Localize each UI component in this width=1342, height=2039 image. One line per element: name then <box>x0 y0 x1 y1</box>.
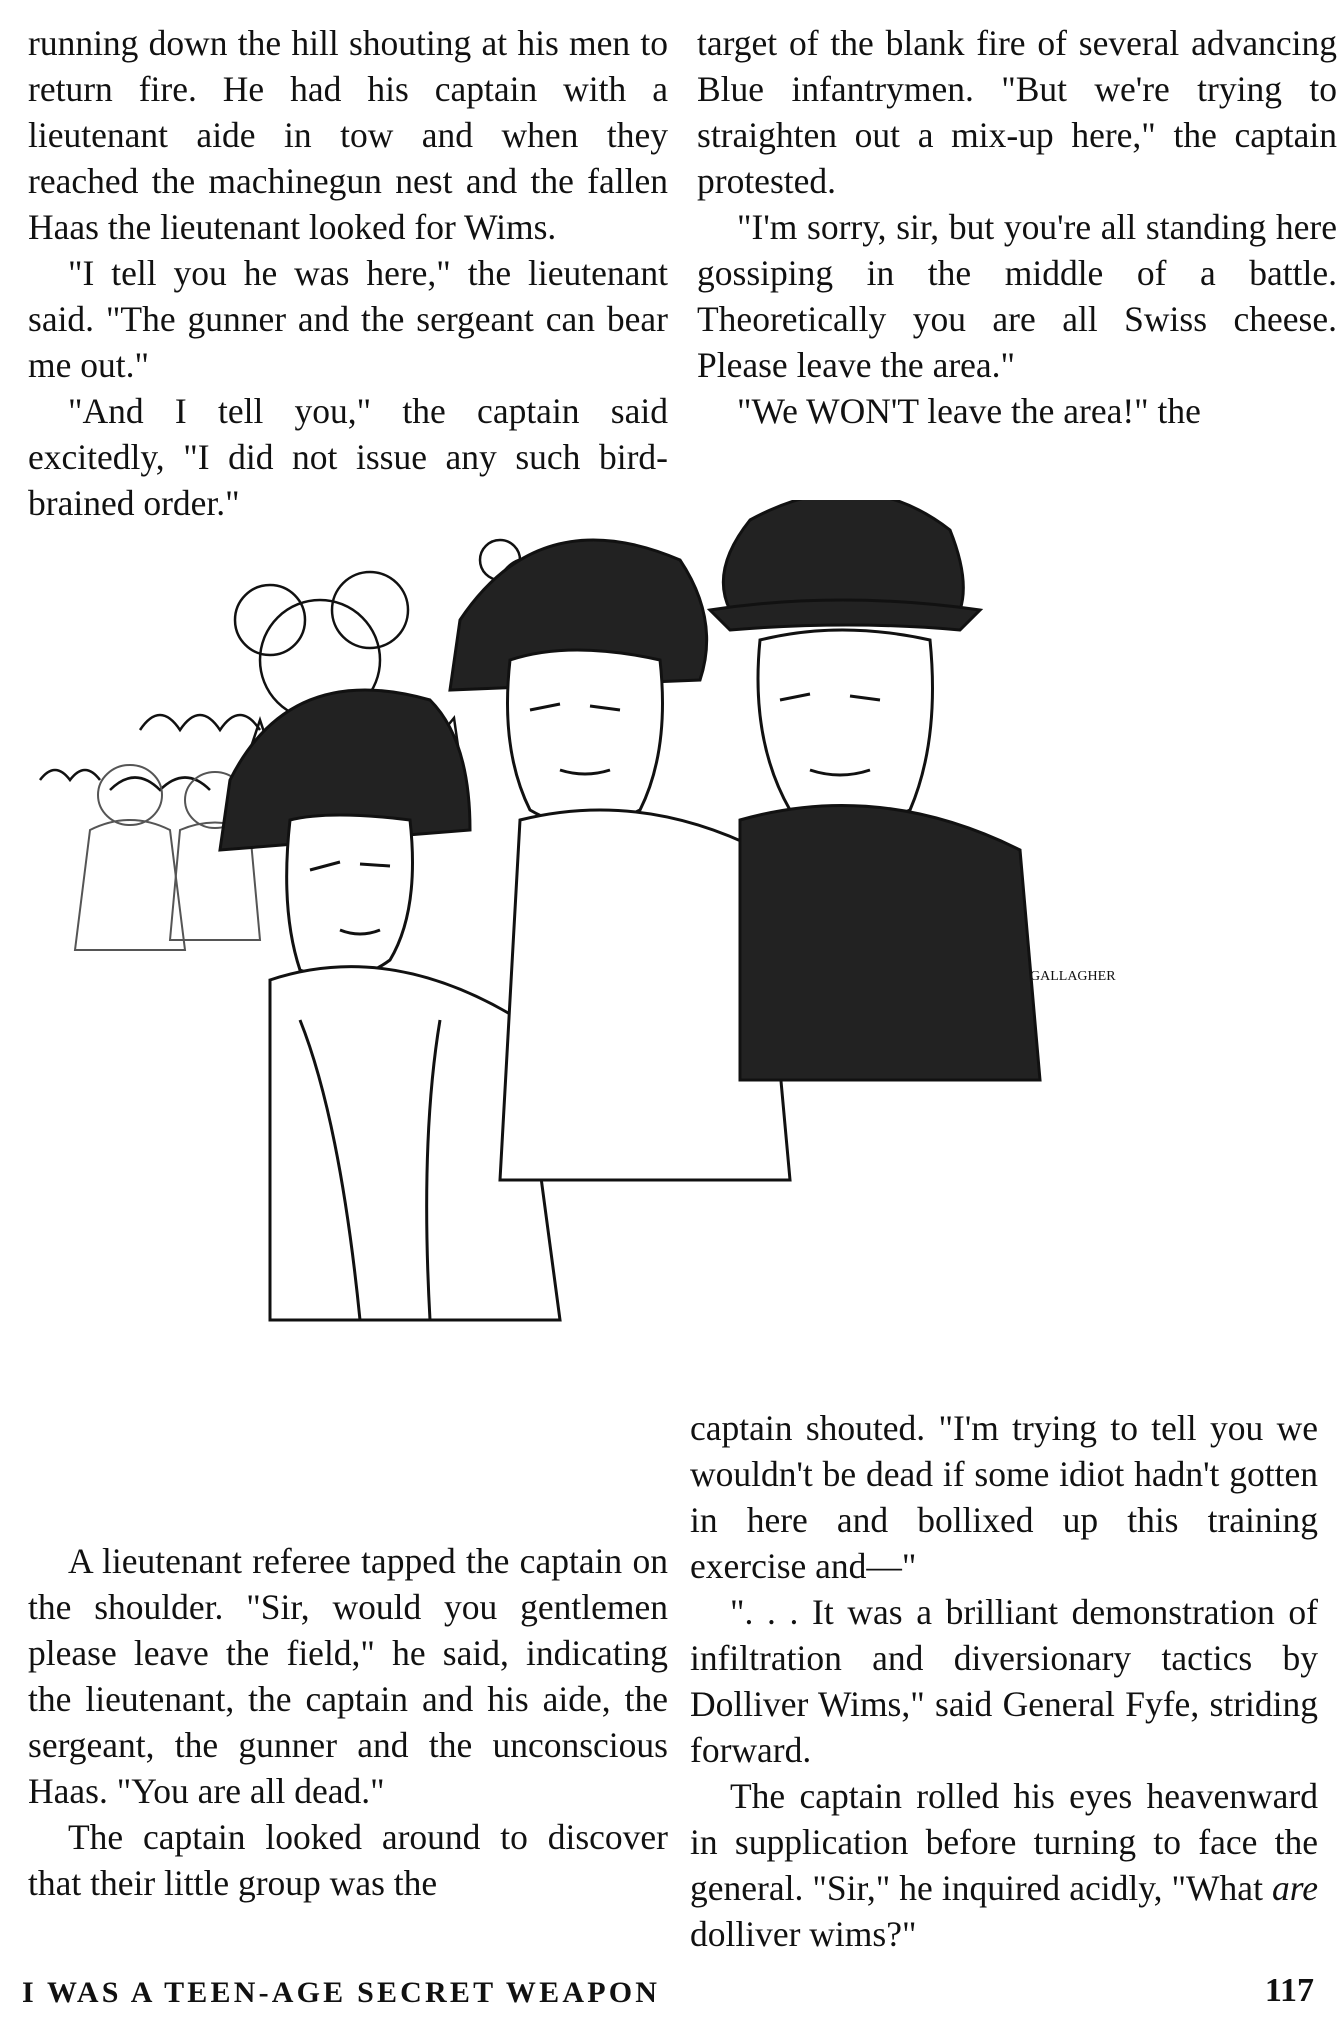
paragraph: running down the hill shouting at his men to return fire. He had his captain with a lieutenant aide in tow and when they reached the machinegun nest and the fallen Haas the lieutenant looked for Wims. <box>28 23 668 247</box>
page-footer <box>0 1972 1342 2016</box>
running-title: I WAS A TEEN-AGE SECRET WEAPON <box>22 1976 661 2009</box>
column-top-left <box>28 20 668 526</box>
emphasized-word: are <box>1271 1868 1318 1908</box>
column-bottom-right <box>690 1405 1318 1957</box>
paragraph: "I'm sorry, sir, but you're all standing here gossiping in the middle of a battle. Theoretically you are all Swiss cheese. Please leave the area." <box>697 207 1337 385</box>
paragraph: The captain looked around to discover that their little group was the <box>28 1817 668 1903</box>
page-number: 117 <box>1264 1972 1314 2009</box>
paragraph: A lieutenant referee tapped the captain on the shoulder. "Sir, would you gentlemen please leave the field," he said, indicating the lieutenant, the captain and his aide, the sergeant, the gunner and the unconscious Haas. "You are all dead." <box>28 1541 668 1811</box>
soldiers-illustration <box>20 500 1320 1460</box>
column-bottom-left <box>28 1538 668 1906</box>
paragraph: The captain rolled his eyes heavenward in supplication before turning to face the general. "Sir," he inquired acidly, "What are dolliver wims?" <box>690 1776 1318 1954</box>
paragraph: "I tell you he was here," the lieutenant said. "The gunner and the sergeant can bear me out." <box>28 253 668 385</box>
paragraph: "And I tell you," the captain said excitedly, "I did not issue any such bird-brained order." <box>28 391 668 523</box>
paragraph: ". . . It was a brilliant demonstration of infiltration and diversionary tactics by Dolliver Wims," said General Fyfe, striding forward. <box>690 1592 1318 1770</box>
paragraph: captain shouted. "I'm trying to tell you we wouldn't be dead if some idiot hadn't gotten in here and bollixed up this training exercise and—" <box>690 1408 1318 1586</box>
paragraph: "We WON'T leave the area!" the <box>737 391 1201 431</box>
column-top-right <box>697 20 1337 434</box>
paragraph: target of the blank fire of several advancing Blue infantrymen. "But we're trying to straighten out a mix-up here," the captain protested. <box>697 23 1337 201</box>
artist-signature: GALLAGHER <box>1030 969 1116 984</box>
